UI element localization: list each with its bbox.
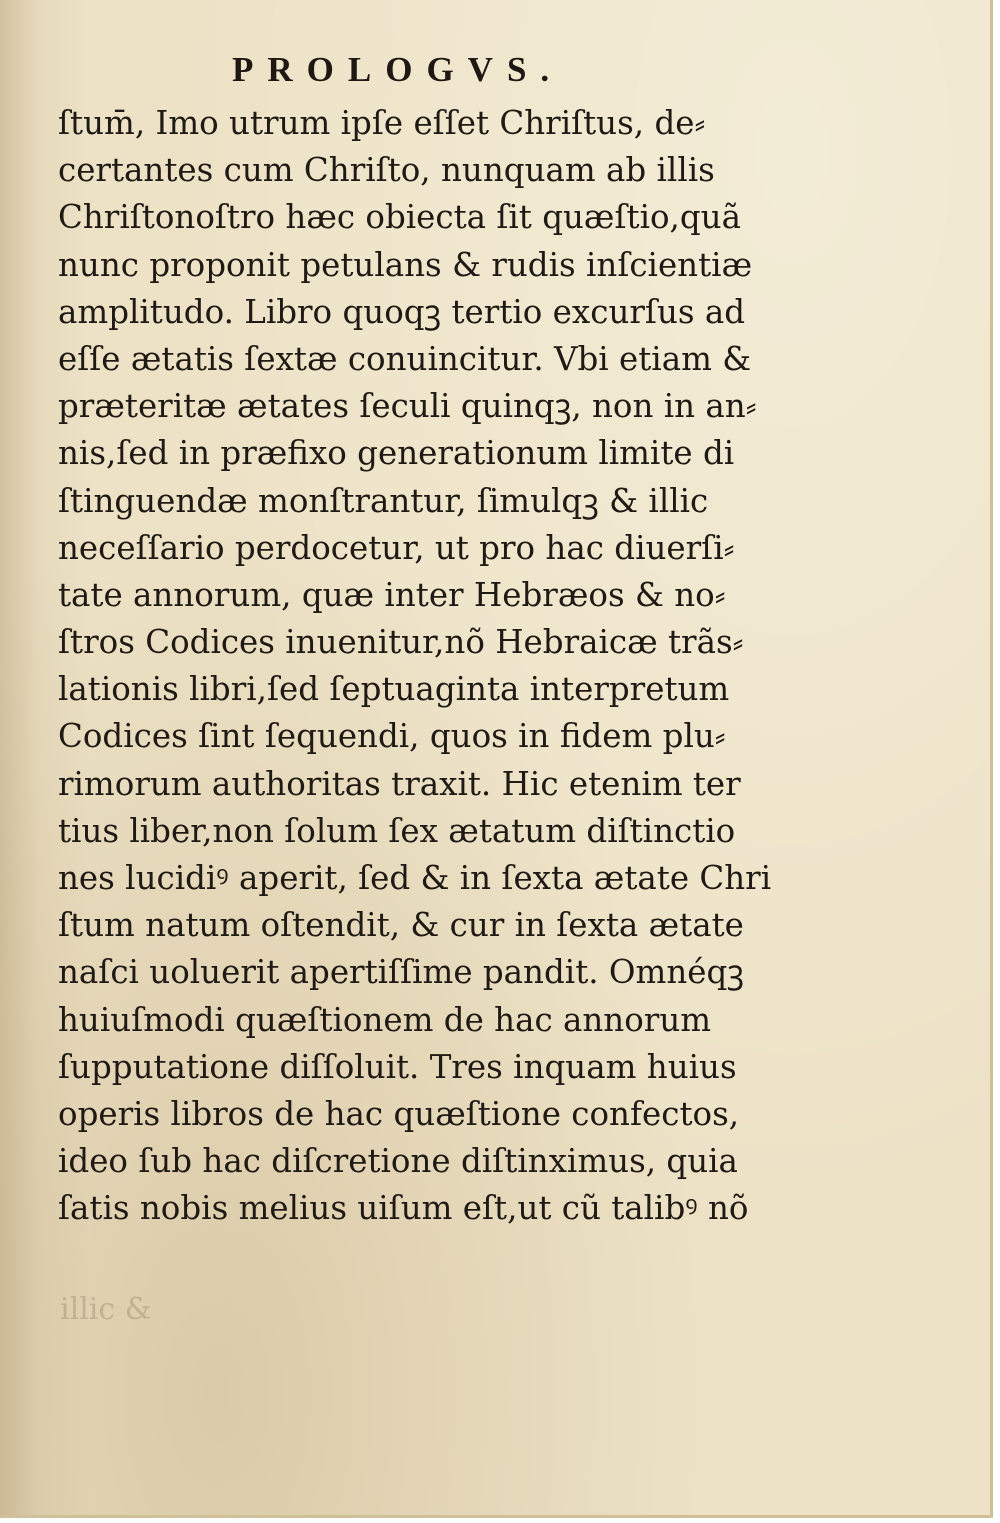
text-line: Codices ſint ſequendi, quos in fidem plu⸗ — [58, 717, 726, 756]
text-line: ſtum̄, Imo utrum ipſe eſſet Chriſtus, de⸗ — [58, 104, 706, 142]
text-line: nes lucidiꝰ aperit, ſed & in ſexta ætate Chri — [58, 859, 772, 897]
text-line: huiuſmodi quæſtionem de hac annorum — [58, 1000, 712, 1039]
text-line: operis libros de hac quæſtione confectos, — [58, 1094, 740, 1133]
text-line: præteritæ ætates ſeculi quinqꝫ, non in an⸗ — [58, 387, 757, 426]
text-line: naſci uoluerit apertiſſime pandit. Omnéqꝫ — [58, 953, 744, 992]
text-line: nunc proponit petulans & rudis inſcientiæ — [58, 245, 753, 284]
text-line: eſſe ætatis ſextæ conuincitur. Vbi etiam & — [58, 339, 752, 378]
show-through-catchword: illic & — [60, 1292, 152, 1327]
text-line: tate annorum, quæ inter Hebræos & no⸗ — [58, 575, 726, 614]
text-line: ideo ſub hac diſcretione diſtinximus, quia — [58, 1142, 738, 1181]
text-line: Chriſtonoſtro hæc obiecta ſit quæſtio,quã — [58, 198, 741, 237]
text-line: amplitudo. Libro quoqꝫ tertio excurſus ad — [58, 292, 746, 331]
text-line: lationis libri,ſed ſeptuaginta interpretum — [58, 670, 730, 709]
body-text — [58, 100, 803, 1233]
text-line: ſtum natum oſtendit, & cur in ſexta ætate — [58, 906, 744, 945]
text-line: nis,ſed in præfixo generationum limite di — [58, 434, 735, 473]
text-line: neceſſario perdocetur, ut pro hac diuerſi⸗ — [58, 528, 735, 567]
text-line: tius liber,non ſolum ſex ætatum diſtinctio — [58, 811, 736, 850]
running-head: PROLOGVS. — [232, 50, 564, 89]
text-line: ſatis nobis melius uiſum eſt,ut cũ talibꝰ nõ — [58, 1189, 749, 1228]
text-line: certantes cum Chriſto, nunquam ab illis — [58, 151, 715, 190]
text-line: ſupputatione diſſoluit. Tres inquam huius — [58, 1047, 737, 1086]
text-line: rimorum authoritas traxit. Hic etenim ter — [58, 764, 741, 803]
text-line: ſtinguendæ monſtrantur, ſimulqꝫ & illic — [58, 481, 709, 520]
text-line: ſtros Codices inuenitur,nõ Hebraicæ trãs⸗ — [58, 623, 744, 662]
